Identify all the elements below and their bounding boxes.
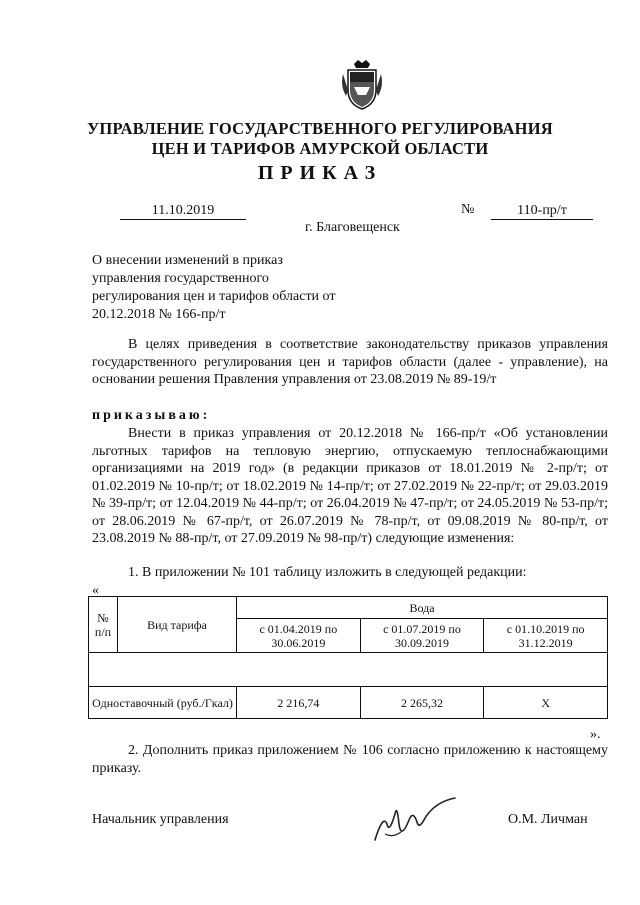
city: г. Благовещенск [305,220,400,235]
number-sign: № [461,202,475,217]
quote-open: « [92,583,99,598]
header-tariff-type: Вид тарифа [118,597,237,653]
order-date: 11.10.2019 [120,202,246,220]
row-tariff-type: Одноставочный (руб./Гкал) [89,687,237,719]
order-subject: О внесении изменений в приказ управления государственного регулирования цен и тарифов области от 20.12.2018 № 166-пр/т [92,253,336,322]
blank-cell [118,653,608,687]
header-period-1: с 01.04.2019 по 30.06.2019 [237,619,361,653]
item-1-paragraph: 1. В приложении № 101 таблицу изложить в следующей редакции: [128,565,527,580]
authority-name-line1: УПРАВЛЕНИЕ ГОСУДАРСТВЕННОГО РЕГУЛИРОВАНИЯ [87,119,553,138]
table-blank-row [89,653,608,687]
signatory-role: Начальник управления [92,812,229,827]
main-item-paragraph: Внести в приказ управления от 20.12.2018 № 166-пр/т «Об установлении льготных тарифов на тепловую энергию, отпускаемую теплоснабжающими организациями на 2019 год» (в редакции приказов от 18.01.2019 № 2-пр/т; от 01.02.2019 № 10-пр/т; от 18.02.2019 № 14-пр/т; от 27.02.2019 № 22-пр/т; от 29.03.2019 № 39-пр/т; от 12.04.2019 № 44-пр/т; от 26.04.2019 № 47-пр/т; от 24.05.2019 № 53-пр/т; от 28.06.2019 № 67-пр/т, от 26.07.2019 № 78-пр/т, от 09.08.2019 № 80-пр/т, от 23.08.2019 № 88-пр/т, от 27.09.2019 № 98-пр/т) следующие изменения: [92,426,608,546]
row-value-2: 2 265,32 [360,687,484,719]
header-num: № п/п [89,597,118,653]
row-value-1: 2 216,74 [237,687,361,719]
tariff-table [88,596,608,719]
order-word: приказываю: [92,408,211,423]
quote-close: ». [590,727,601,742]
preamble-paragraph: В целях приведения в соответствие законодательству приказов управления государственного регулирования цен и тарифов области (далее - управление), на основании решения Правления управления от 23.08.2019 № 89-19/т [92,337,608,387]
table-row [89,687,608,719]
coat-of-arms-icon [340,60,384,110]
header-water: Вода [237,597,608,619]
blank-num-cell [89,653,118,687]
header-period-2: с 01.07.2019 по 30.09.2019 [360,619,484,653]
signatory-name: О.М. Личман [508,812,588,827]
handwritten-signature-icon [365,794,465,850]
order-number: 110-пр/т [491,202,593,220]
document-type: ПРИКАЗ [257,162,383,184]
row-value-3: Х [484,687,608,719]
header-period-3: с 01.10.2019 по 31.12.2019 [484,619,608,653]
authority-name-line2: ЦЕН И ТАРИФОВ АМУРСКОЙ ОБЛАСТИ [151,139,489,158]
item-2-paragraph: 2. Дополнить приказ приложением № 106 согласно приложению к настоящему приказу. [92,743,608,776]
